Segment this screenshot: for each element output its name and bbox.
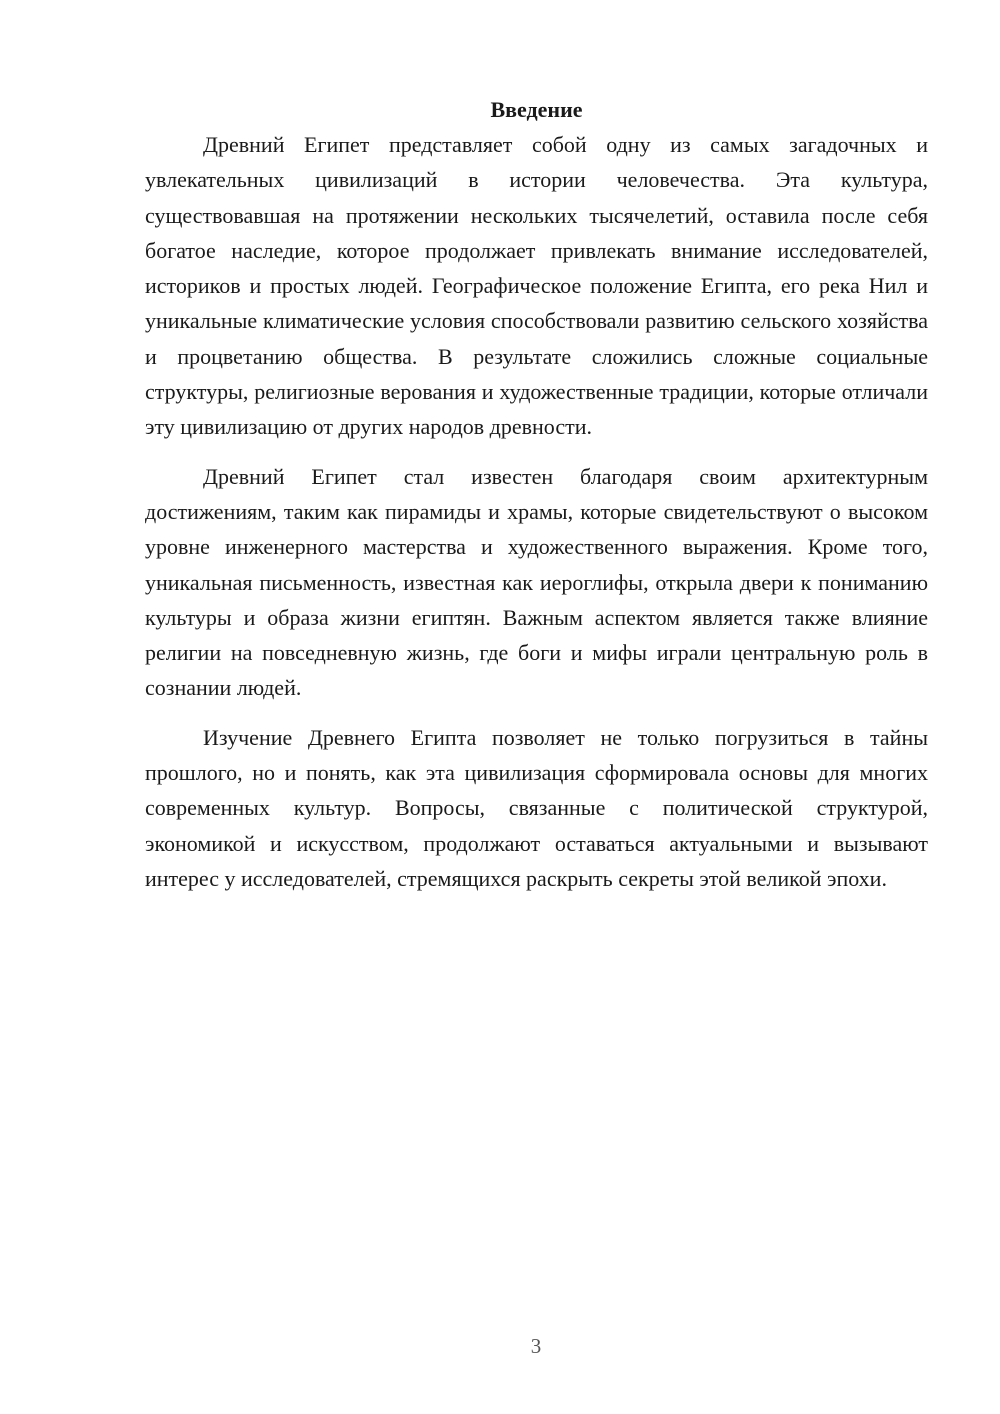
paragraph-3: Изучение Древнего Египта позволяет не только погрузиться в тайны прошлого, но и понять, как эта цивилизация сформировала основы для многих современных культур. Вопросы, связанные с политической структурой, экономикой и искусством, продолжают оставаться актуальными и вызывают интерес у исследователей, стремящихся раскрыть секреты этой великой эпохи. — [145, 724, 928, 891]
page-number: 3 — [530, 1334, 542, 1358]
page-content — [145, 92, 928, 896]
paragraph-2: Древний Египет стал известен благодаря своим архитектурным достижениям, таким как пирамиды и храмы, которые свидетельствуют о высоком уровне инженерного мастерства и художественного выражения. Кроме того, уникальная письменность, известная как иероглифы, открыла двери к пониманию культуры и образа жизни египтян. Важным аспектом является также влияние религии на повседневную жизнь, где боги и мифы играли центральную роль в сознании людей. — [145, 463, 928, 701]
section-heading: Введение — [490, 97, 583, 122]
paragraph-1: Древний Египет представляет собой одну из самых загадочных и увлекательных цивилизаций в истории человечества. Эта культура, существовавшая на протяжении нескольких тысячелетий, оставила после себя богатое наследие, которое продолжает привлекать внимание исследователей, историков и простых людей. Географическое положение Египта, его река Нил и уникальные климатические условия способствовали развитию сельского хозяйства и процветанию общества. В результате сложились сложные социальные структуры, религиозные верования и художественные традиции, которые отличали эту цивилизацию от других народов древности. — [145, 132, 928, 440]
